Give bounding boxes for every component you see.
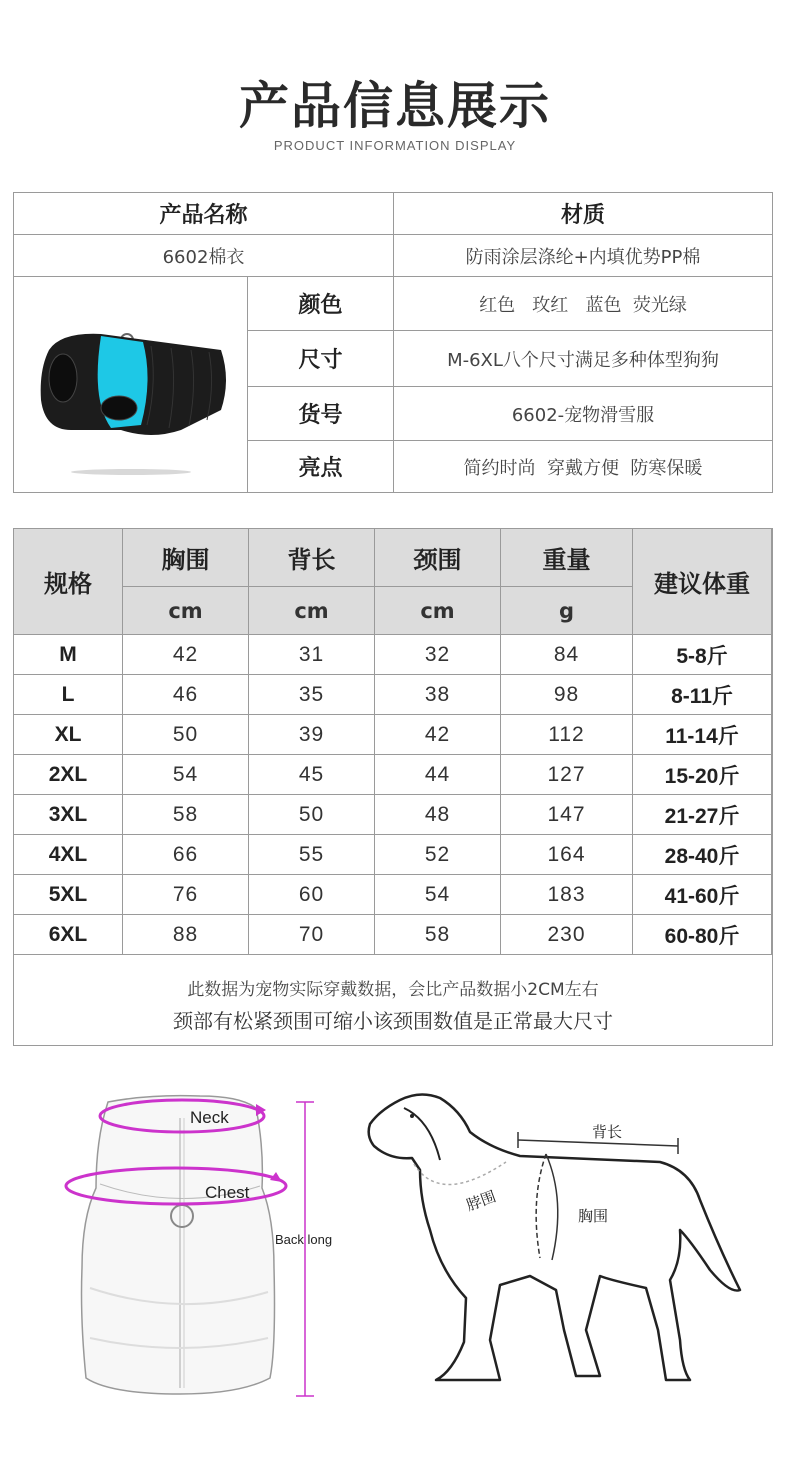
size-cell: 2XL xyxy=(14,755,123,795)
weight-grams-cell: 127 xyxy=(501,755,633,795)
chest-cell: 76 xyxy=(123,875,249,915)
product-image xyxy=(14,277,248,492)
suggested-weight-cell: 5-8斤 xyxy=(633,635,772,675)
size-chart-table xyxy=(13,528,773,1046)
size-cell: 3XL xyxy=(14,795,123,835)
color-value: 红色 玫红 蓝色 荧光绿 xyxy=(394,277,772,331)
back-length-cell: 50 xyxy=(249,795,375,835)
dog-back-length-label: 背长 xyxy=(592,1124,623,1141)
product-name-header: 产品名称 xyxy=(14,193,394,235)
suggested-weight-cell: 60-80斤 xyxy=(633,915,772,955)
size-label: 尺寸 xyxy=(248,331,394,387)
weight-grams-cell: 112 xyxy=(501,715,633,755)
neck-cell: 44 xyxy=(375,755,501,795)
chest-cell: 50 xyxy=(123,715,249,755)
weight-grams-cell: 230 xyxy=(501,915,633,955)
chest-cell: 66 xyxy=(123,835,249,875)
neck-cell: 58 xyxy=(375,915,501,955)
suggested-weight-cell: 21-27斤 xyxy=(633,795,772,835)
weight-grams-unit: g xyxy=(501,587,633,635)
back-length-header: 背长 xyxy=(249,529,375,587)
product-info-table xyxy=(13,192,773,493)
chest-cell: 46 xyxy=(123,675,249,715)
item-number-label: 货号 xyxy=(248,387,394,441)
spec-header: 规格 xyxy=(14,529,123,635)
suggested-weight-cell: 41-60斤 xyxy=(633,875,772,915)
suggested-weight-cell: 15-20斤 xyxy=(633,755,772,795)
neck-cell: 54 xyxy=(375,875,501,915)
suggested-weight-header: 建议体重 xyxy=(633,529,772,635)
vest-chest-label: Chest xyxy=(205,1183,250,1202)
neck-cell: 48 xyxy=(375,795,501,835)
vest-back-length-label: Back long xyxy=(275,1232,333,1247)
weight-grams-cell: 147 xyxy=(501,795,633,835)
measurement-note: 此数据为宠物实际穿戴数据，会比产品数据小2CM左右 xyxy=(187,980,599,1000)
chest-cell: 88 xyxy=(123,915,249,955)
chest-cell: 58 xyxy=(123,795,249,835)
weight-grams-cell: 98 xyxy=(501,675,633,715)
dog-chest-label: 胸围 xyxy=(578,1208,609,1225)
size-cell: 6XL xyxy=(14,915,123,955)
weight-grams-header: 重量 xyxy=(501,529,633,587)
weight-grams-cell: 164 xyxy=(501,835,633,875)
back-length-cell: 31 xyxy=(249,635,375,675)
page-title: 产品信息展示 xyxy=(239,77,551,135)
page-subtitle: PRODUCT INFORMATION DISPLAY xyxy=(273,138,517,153)
material-header: 材质 xyxy=(394,193,772,235)
back-length-cell: 45 xyxy=(249,755,375,795)
neck-cell: 38 xyxy=(375,675,501,715)
size-cell: M xyxy=(14,635,123,675)
back-length-cell: 70 xyxy=(249,915,375,955)
chest-unit: cm xyxy=(123,587,249,635)
back-length-cell: 55 xyxy=(249,835,375,875)
neck-note: 颈部有松紧颈围可缩小该颈围数值是正常最大尺寸 xyxy=(173,1009,613,1033)
weight-grams-cell: 84 xyxy=(501,635,633,675)
suggested-weight-cell: 8-11斤 xyxy=(633,675,772,715)
neck-unit: cm xyxy=(375,587,501,635)
back-length-cell: 35 xyxy=(249,675,375,715)
dog-measurement-diagram xyxy=(360,1080,760,1400)
chest-header: 胸围 xyxy=(123,529,249,587)
size-cell: L xyxy=(14,675,123,715)
back-length-cell: 39 xyxy=(249,715,375,755)
weight-grams-cell: 183 xyxy=(501,875,633,915)
back-length-cell: 60 xyxy=(249,875,375,915)
size-value: M-6XL八个尺寸满足多种体型狗狗 xyxy=(394,331,772,387)
suggested-weight-cell: 28-40斤 xyxy=(633,835,772,875)
suggested-weight-cell: 11-14斤 xyxy=(633,715,772,755)
vest-neck-label: Neck xyxy=(190,1108,229,1127)
vest-measurement-diagram xyxy=(60,1088,350,1408)
chest-cell: 42 xyxy=(123,635,249,675)
neck-cell: 42 xyxy=(375,715,501,755)
chest-cell: 54 xyxy=(123,755,249,795)
neck-cell: 52 xyxy=(375,835,501,875)
highlight-value: 简约时尚 穿戴方便 防寒保暖 xyxy=(463,457,703,479)
size-cell: 4XL xyxy=(14,835,123,875)
size-cell: XL xyxy=(14,715,123,755)
highlight-label: 亮点 xyxy=(248,441,394,492)
neck-cell: 32 xyxy=(375,635,501,675)
back-length-unit: cm xyxy=(249,587,375,635)
dog-neck-label: 脖围 xyxy=(464,1188,499,1215)
product-name-value: 6602棉衣 xyxy=(14,235,394,277)
item-number-value: 6602-宠物滑雪服 xyxy=(394,387,772,441)
material-value: 防雨涂层涤纶+内填优势PP棉 xyxy=(394,235,772,277)
dog-coat-image xyxy=(31,290,231,480)
color-label: 颜色 xyxy=(248,277,394,331)
neck-header: 颈围 xyxy=(375,529,501,587)
size-cell: 5XL xyxy=(14,875,123,915)
